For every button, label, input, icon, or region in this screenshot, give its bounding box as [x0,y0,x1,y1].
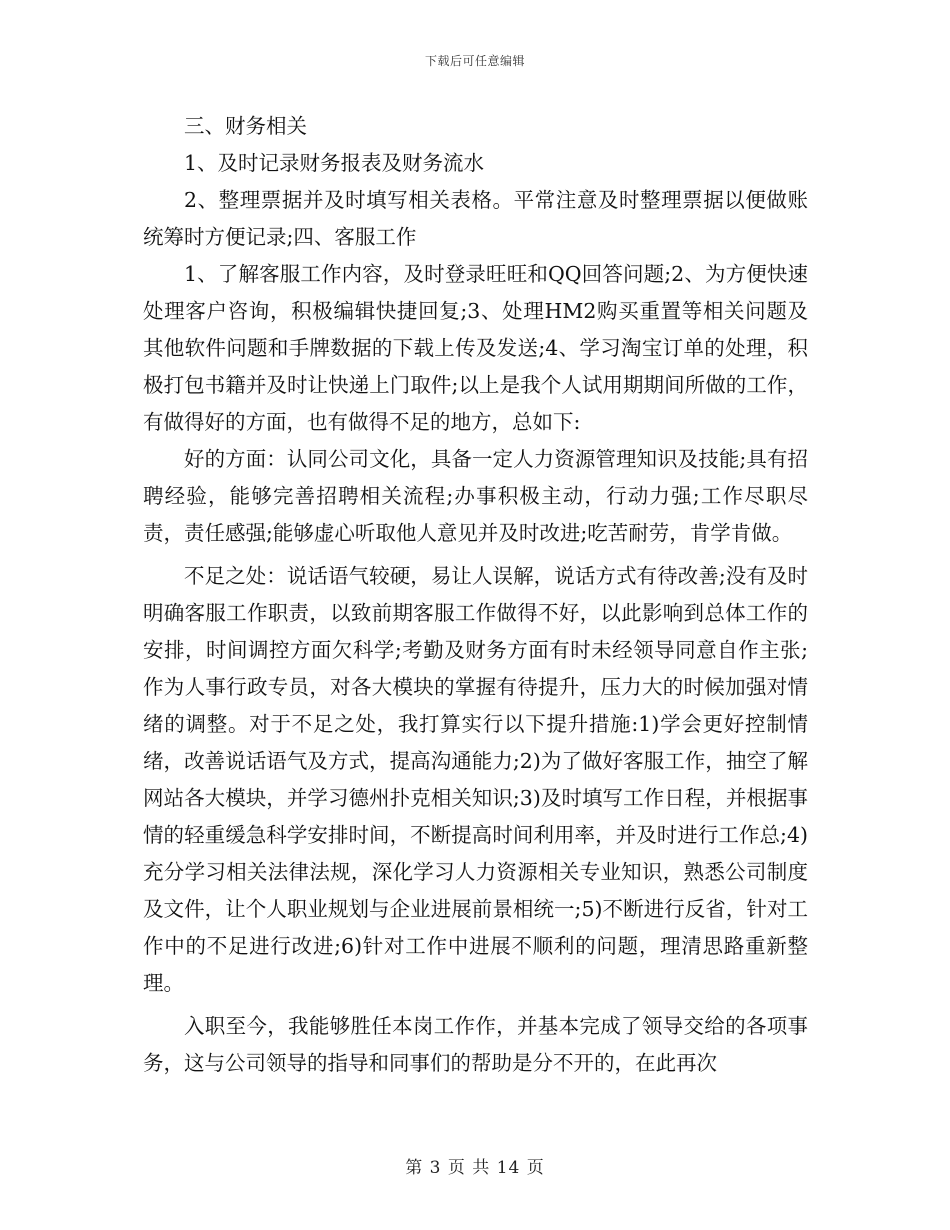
paragraph-weaknesses: 不足之处：说话语气较硬，易让人误解，说话方式有待改善;没有及时明确客服工作职责，以致前期客服工作做得不好，以此影响到总体工作的安排，时间调控方面欠科学;考勤及财务方面有时未经领导同意自作主张;作为人事行政专员，对各大模块的掌握有待提升，压力大的时候加强对情绪的调整。对于不足之处，我打算实行以下提升措施:1)学会更好控制情绪，改善说话语气及方式，提高沟通能力;2)为了做好客服工作，抽空了解网站各大模块，并学习德州扑克相关知识;3)及时填写工作日程，并根据事情的轻重缓急科学安排时间，不断提高时间利用率，并及时进行工作总;4)充分学习相关法律法规，深化学习人力资源相关专业知识，熟悉公司制度及文件，让个人职业规划与企业进展前景相统一;5)不断进行反省，针对工作中的不足进行改进;6)针对工作中进展不顺利的问题，理清思路重新整理。 [143,564,808,995]
paragraph-finance-item-2: 2、整理票据并及时填写相关表格。平常注意及时整理票据以便做账统筹时方便记录;四、客服工作 [143,188,808,249]
paragraph-conclusion: 入职至今，我能够胜任本岗工作作，并基本完成了领导交给的各项事务，这与公司领导的指导和同事们的帮助是分不开的，在此再次 [143,1014,808,1075]
paragraph-strengths: 好的方面：认同公司文化，具备一定人力资源管理知识及技能;具有招聘经验，能够完善招聘相关流程;办事积极主动，行动力强;工作尽职尽责，责任感强;能够虚心听取他人意见并及时改进;吃苦耐劳，肯学肯做。 [143,447,808,545]
section-heading-finance: 三、财务相关 [184,114,307,138]
document-body [143,108,808,1082]
page-header: 下载后可任意编辑 [424,54,525,68]
page-number: 第 3 页 共 14 页 [405,1158,545,1178]
paragraph-customer-service: 1、了解客服工作内容，及时登录旺旺和QQ回答问题;2、为方便快速处理客户咨询，积极编辑快捷回复;3、处理HM2购买重置等相关问题及其他软件问题和手牌数据的下载上传及发送;4、学习淘宝订单的处理，积极打包书籍并及时让快递上门取件;以上是我个人试用期期间所做的工作，有做得好的方面，也有做得不足的地方，总如下: [143,262,808,434]
paragraph-finance-item-1: 1、及时记录财务报表及财务流水 [184,151,485,175]
